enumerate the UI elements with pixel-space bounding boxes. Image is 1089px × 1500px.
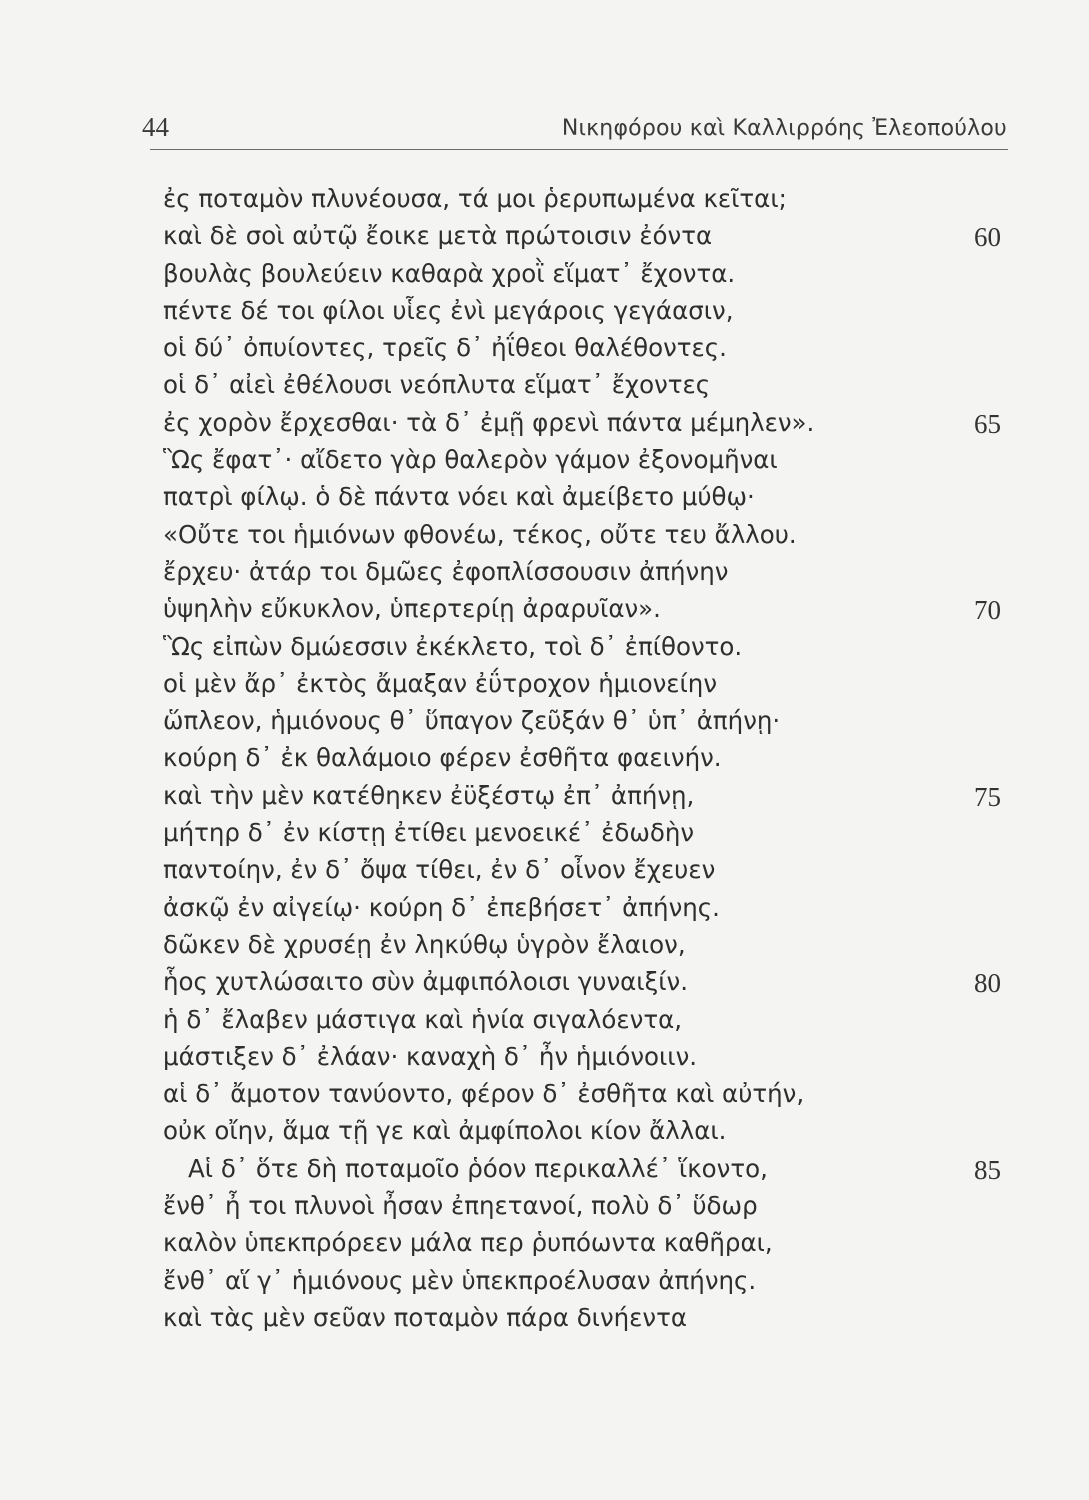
verse-line — [163, 1187, 1013, 1224]
verse-line-text: «Οὔτε τοι ἡμιόνων φθονέω, τέκος, οὔτε τευ ἄλλου. — [163, 519, 797, 549]
verse-line — [163, 1038, 1013, 1075]
verse-line — [163, 702, 1013, 739]
verse-line-text: Ὣς ἔφατ᾽· αἴδετο γὰρ θαλερὸν γάμον ἐξονομῆναι — [163, 445, 778, 475]
verse-line — [163, 851, 1013, 888]
verse-line — [163, 1262, 1013, 1299]
verse-line — [163, 1299, 1013, 1336]
verse-line — [163, 590, 1013, 627]
verse-line — [163, 926, 1013, 963]
line-number: 70 — [974, 595, 1001, 626]
verse-text — [163, 180, 1013, 1336]
verse-line-text: ἔρχευ· ἀτάρ τοι δμῶες ἐφοπλίσσουσιν ἀπήνην — [163, 556, 729, 586]
verse-line-text: μάστιξεν δ᾽ ἐλάαν· καναχὴ δ᾽ ἦν ἡμιόνοιιν. — [163, 1041, 698, 1071]
verse-line-text: ἐς χορὸν ἔρχεσθαι· τὰ δ᾽ ἐμῇ φρενὶ πάντα μέμηλεν». — [163, 407, 815, 437]
page-number: 44 — [142, 112, 169, 142]
verse-line — [163, 1224, 1013, 1261]
verse-line — [163, 478, 1013, 515]
verse-line-text: κούρη δ᾽ ἐκ θαλάμοιο φέρεν ἐσθῆτα φαεινήν. — [163, 743, 722, 773]
verse-line — [163, 1150, 1013, 1187]
line-number: 65 — [974, 408, 1001, 439]
verse-line-text: βουλὰς βουλεύειν καθαρὰ χροῒ εἵματ᾽ ἔχοντα. — [163, 258, 736, 288]
running-title: Νικηφόρου καὶ Καλλιρρόης Ἐλεοπούλου — [561, 116, 1007, 141]
verse-line-text: ἐς ποταμὸν πλυνέουσα, τά μοι ῥερυπωμένα κεῖται; — [163, 184, 787, 213]
verse-line — [163, 1112, 1013, 1149]
verse-line-text: Αἱ δ᾽ ὅτε δὴ ποταμοῖο ῥόον περικαλλέ᾽ ἵκοντο, — [188, 1153, 768, 1183]
line-number: 85 — [974, 1154, 1001, 1185]
verse-line-text: καὶ τὴν μὲν κατέθηκεν ἐϋξέστῳ ἐπ᾽ ἀπήνῃ, — [163, 780, 695, 810]
verse-line-text: ἔνθ᾽ ἦ τοι πλυνοὶ ἦσαν ἐπηετανοί, πολὺ δ᾽ ὕδωρ — [163, 1191, 758, 1221]
verse-line — [163, 217, 1013, 254]
verse-line-text: ἡ δ᾽ ἔλαβεν μάστιγα καὶ ἡνία σιγαλόεντα, — [163, 1004, 683, 1034]
verse-line — [163, 441, 1013, 478]
verse-line — [163, 366, 1013, 403]
header-rule — [150, 149, 1008, 150]
verse-line-text: καὶ δὲ σοὶ αὐτῷ ἔοικε μετὰ πρώτοισιν ἐόντα — [163, 221, 713, 251]
verse-line-text: ἧος χυτλώσαιτο σὺν ἀμφιπόλοισι γυναιξίν. — [163, 967, 688, 997]
verse-line-text: καὶ τὰς μὲν σεῦαν ποταμὸν πάρα δινήεντα — [163, 1302, 688, 1332]
verse-line — [163, 889, 1013, 926]
verse-line — [163, 329, 1013, 366]
verse-line — [163, 404, 1013, 441]
verse-line-text: ὑψηλὴν εὔκυκλον, ὑπερτερίῃ ἀραρυῖαν». — [163, 594, 661, 624]
verse-line — [163, 739, 1013, 776]
verse-line — [163, 1075, 1013, 1112]
verse-line — [163, 963, 1013, 1000]
verse-line-text: οἱ δύ᾽ ὀπυίοντες, τρεῖς δ᾽ ἠΐθεοι θαλέθοντες. — [163, 333, 727, 363]
verse-line — [163, 628, 1013, 665]
verse-line — [163, 665, 1013, 702]
verse-line-text: ἔνθ᾽ αἵ γ᾽ ἡμιόνους μὲν ὑπεκπροέλυσαν ἀπήνης. — [163, 1265, 757, 1295]
verse-line-text: οἱ μὲν ἄρ᾽ ἐκτὸς ἄμαξαν ἐΰτροχον ἡμιονείην — [163, 668, 718, 698]
verse-line-text: ὥπλεον, ἡμιόνους θ᾽ ὕπαγον ζεῦξάν θ᾽ ὑπ᾽ ἀπήνῃ· — [163, 706, 781, 736]
verse-line-text: μήτηρ δ᾽ ἐν κίστῃ ἐτίθει μενοεικέ᾽ ἐδωδὴν — [163, 818, 695, 848]
verse-line — [163, 255, 1013, 292]
verse-line-text: πατρὶ φίλῳ. ὁ δὲ πάντα νόει καὶ ἀμείβετο μύθῳ· — [163, 482, 755, 512]
line-number: 75 — [974, 781, 1001, 812]
line-number: 80 — [974, 968, 1001, 999]
verse-line — [163, 292, 1013, 329]
line-number: 60 — [974, 222, 1001, 253]
verse-line-text: παντοίην, ἐν δ᾽ ὄψα τίθει, ἐν δ᾽ οἶνον ἔχευεν — [163, 855, 716, 885]
verse-line-text: Ὣς εἰπὼν δμώεσσιν ἐκέκλετο, τοὶ δ᾽ ἐπίθοντο. — [163, 631, 743, 661]
verse-line-text: ἀσκῷ ἐν αἰγείῳ· κούρη δ᾽ ἐπεβήσετ᾽ ἀπήνης. — [163, 892, 720, 922]
verse-line — [163, 777, 1013, 814]
verse-line-text: καλὸν ὑπεκπρόρεεν μάλα περ ῥυπόωντα καθῆραι, — [163, 1228, 773, 1258]
verse-line-text: πέντε δέ τοι φίλοι υἷες ἐνὶ μεγάροις γεγάασιν, — [163, 295, 734, 325]
verse-line-text: αἱ δ᾽ ἄμοτον τανύοντο, φέρον δ᾽ ἐσθῆτα καὶ αὐτήν, — [163, 1079, 805, 1109]
verse-line-text: οὐκ οἴην, ἅμα τῇ γε καὶ ἀμφίπολοι κίον ἄλλαι. — [163, 1116, 727, 1146]
verse-line — [163, 516, 1013, 553]
verse-line-text: δῶκεν δὲ χρυσέῃ ἐν ληκύθῳ ὑγρὸν ἔλαιον, — [163, 929, 686, 959]
verse-line-text: οἱ δ᾽ αἰεὶ ἐθέλουσι νεόπλυτα εἵματ᾽ ἔχοντες — [163, 370, 711, 400]
verse-line — [163, 553, 1013, 590]
verse-line — [163, 180, 1013, 217]
verse-line — [163, 1001, 1013, 1038]
verse-line — [163, 814, 1013, 851]
